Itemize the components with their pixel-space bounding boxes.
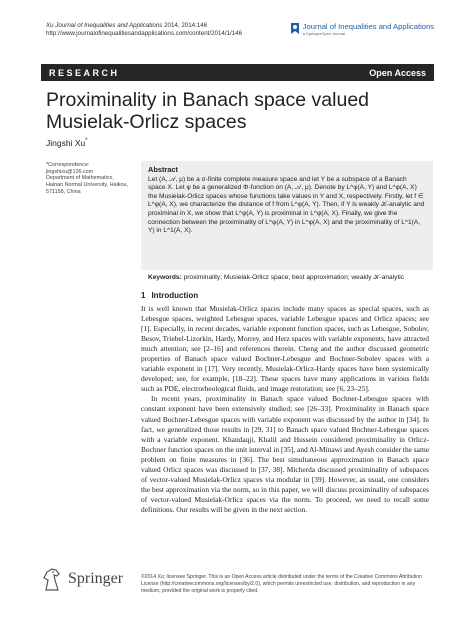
correspondence-line: 571158, China (46, 188, 81, 195)
logo-title: Journal of Inequalities and Applications (302, 22, 434, 31)
journal-logo-icon (290, 22, 300, 35)
paragraph: It is well known that Musielak-Orlicz spaces include many spaces as special spaces, such as Lebesgue spaces, weighted Lebesgue spaces, variable Lebesgue spaces and Orlicz spaces; see [1]. Especially, in recent decades, variable exponent function spaces, such as Lebesgue, Sobolev, Besov, Triebel-Lizorkin, Hardy, Morrey, and Herz spaces with variable exponents, have attracted much attention; see [2–16] and references therein. Cheng and the author discussed geometric properties of Banach space valued Bochner-Lebesgue and Bochner-Sobolev spaces with a variable exponent in [17]. Very recently, Musielak-Orlicz-Hardy spaces have been systemically developed; see, for example, [18–22]. These spaces have many applications in various fields such as PDE, electrorheological fluids, and image restoration; see [6, 23–25]. (141, 304, 429, 394)
journal-logo[interactable] (290, 22, 434, 36)
keywords-label: Keywords: (148, 274, 182, 281)
running-header (46, 22, 242, 38)
logo-subtitle: a SpringerOpen Journal (302, 31, 346, 36)
article-type: RESEARCH (49, 67, 120, 78)
title-line: Proximinality in Banach space valued (46, 89, 370, 111)
abstract-text: Let (A, 𝒜, μ) be a σ-finite complete measure space and let Y be a subspace of a Banach space X. Let φ be a generalized Φ-function on (A, 𝒜, μ). Denote by L^φ(A, Y) and L^φ(A, X) the Musielak-Orlicz spaces whose functions take values in Y and X, respectively. Firstly, let f ∈ L^φ(A, X), we characterize the distance of f from L^φ(A, Y). Then, if Y is weakly 𝒦-analytic and proximinal in X, we show that L^φ(A, Y) is proximinal in L^φ(A, X). Finally, we give the connection between the proximinality of L^φ(A, Y) in L^φ(A, X) and the proximinality of L^1(A, Y) in L^1(A, X). (148, 175, 425, 235)
springer-horse-icon (40, 566, 64, 592)
section-title: Introduction (151, 291, 199, 300)
abstract-box (141, 161, 433, 270)
section-heading (141, 291, 198, 300)
year-id: 2014, 2014:146 (162, 22, 208, 29)
page-title (46, 89, 446, 133)
author-name: Jingshi Xu (46, 138, 86, 148)
keywords-text: proximinality; Musielak-Orlicz space; best approximation; weakly 𝒦-analytic (183, 274, 405, 281)
paragraph: In recent years, proximinality in Banach space valued Bochner-Lebesgue spaces with constant exponent have been extensively studied; see [26–33]. Proximinality in Banach space valued Bochner-Lebesgue spaces with variable exponent was discussed by the author in [34]. In fact, we generalized those results in [29, 31] to Banach space valued Bochner-Lebesgue spaces with a variable exponent. Khandaqji, Khalil and Hussein considered proximinality in Orlicz-Bochner function spaces on the unit interval in [35], and Al-Minawi and Ayesh consider the same problem on finite measures in [36]. The best simultaneous approximation in Banach space valued Orlicz spaces was discussed in [37, 38]. Micherda discussed proximinality of subspaces of vector-valued Musielak-Orlicz spaces via modular in [39]. However, as usual, one considers the best approximation via the norm, so in this paper, we will discuss proximinality of subspaces of vector-valued Musielak-Orlicz spaces via the norm. To proceed, we need to recall some definitions. Our results will be given in the next section. (141, 394, 429, 514)
correspondence (46, 162, 130, 196)
title-line: Musielak-Orlicz spaces (46, 111, 247, 133)
publisher-logo (40, 566, 123, 592)
correspondence-line: Hainan Normal University, Haikou, (46, 182, 128, 189)
correspondence-line: Department of Mathematics, (46, 175, 114, 182)
publisher-name: Springer (68, 570, 124, 587)
body-text (141, 304, 429, 515)
correspondence-line: *Correspondence: (46, 162, 90, 168)
keywords (148, 274, 428, 283)
article-url[interactable]: http://www.journalofinequalitiesandapplications.com/content/2014/1/146 (46, 30, 243, 37)
author (46, 138, 88, 148)
section-number: 1 (141, 291, 146, 300)
correspondence-email[interactable]: jingshixu@126.com (46, 168, 94, 175)
open-access-label: Open Access (369, 67, 426, 78)
license-text: ©2014 Xu; licensee Springer. This is an Open Access article distributed under the terms of the Creative Commons Attribution License (http://creativecommons.org/licenses/by/2.0), which permits unrestricted use, distribution, and reproduction in any medium, provided the original work is properly cited. (141, 574, 422, 594)
abstract-heading: Abstract (148, 165, 178, 174)
article-type-banner (41, 64, 434, 81)
correspondence-mark: * (85, 138, 88, 145)
journal-name: Xu Journal of Inequalities and Applications (46, 22, 163, 29)
